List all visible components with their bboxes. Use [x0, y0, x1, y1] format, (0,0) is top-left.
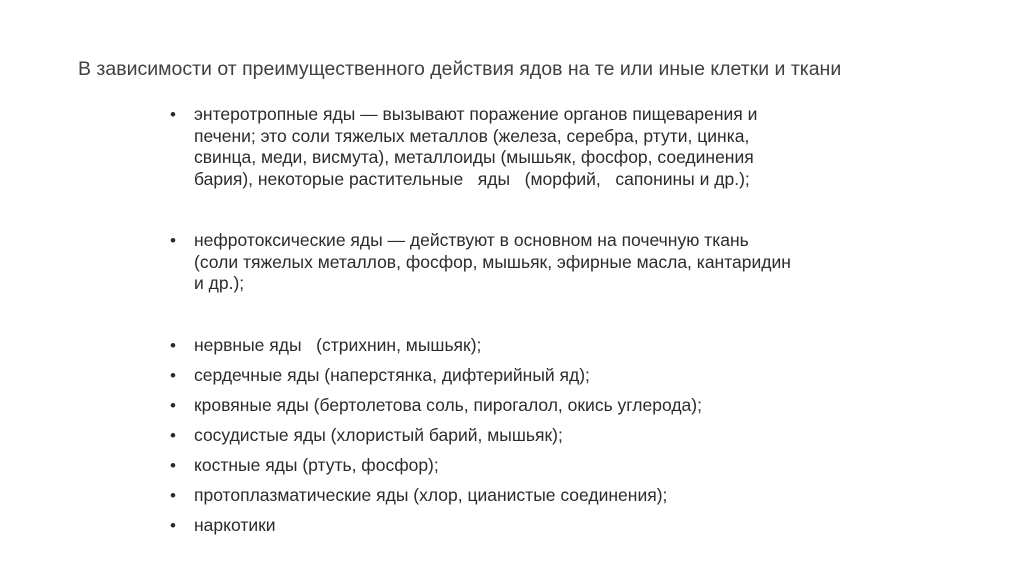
list-item-protoplasmic [170, 485, 870, 507]
list-item-text: протоплазматические яды (хлор, цианистые соединения); [194, 484, 668, 505]
list-item-text: сосудистые яды (хлористый барий, мышьяк); [194, 424, 563, 445]
list-item-nerve [170, 335, 870, 357]
list-item-text: нефротоксические яды — действуют в основном на почечную ткань (соли тяжелых металлов, фосфор, мышьяк, эфирные масла, кантаридин и др.); [194, 230, 791, 293]
list-item-nephrotoxic [170, 230, 870, 295]
list-item-cardiac [170, 365, 870, 387]
bullet-icon: • [170, 455, 176, 475]
bullet-icon: • [170, 365, 176, 385]
list-item-enterotropic [170, 104, 870, 190]
list-item-text: костные яды (ртуть, фосфор); [194, 454, 439, 475]
bullet-icon: • [170, 231, 176, 250]
list-item-narcotics [170, 515, 870, 537]
list-item-text: кровяные яды (бертолетова соль, пирогалол, окись углерода); [194, 394, 702, 415]
list-item-bone [170, 455, 870, 477]
list-item-text: нервные яды (стрихнин, мышьяк); [194, 334, 482, 355]
slide-title: В зависимости от преимущественного действия ядов на те или иные клетки и ткани [78, 58, 842, 80]
bullet-icon: • [170, 105, 176, 124]
bullet-icon: • [170, 485, 176, 505]
list-item-blood [170, 395, 870, 417]
bullet-icon: • [170, 425, 176, 445]
bullet-icon: • [170, 335, 176, 355]
list-item-vascular [170, 425, 870, 447]
list-item-text: энтеротропные яды — вызывают поражение органов пищеварения и печени; это соли тяжелых металлов (железа, серебра, ртути, цинка, свинца, меди, висмута), металлоиды (мышьяк, фосфор, соединения бария), некоторые растительные яды (морфий, сапонины и др.); [194, 104, 758, 189]
list-item-text: наркотики [194, 514, 276, 535]
bullet-icon: • [170, 515, 176, 535]
bullet-list [170, 104, 870, 536]
bullet-icon: • [170, 395, 176, 415]
list-item-text: сердечные яды (наперстянка, дифтерийный яд); [194, 364, 590, 385]
